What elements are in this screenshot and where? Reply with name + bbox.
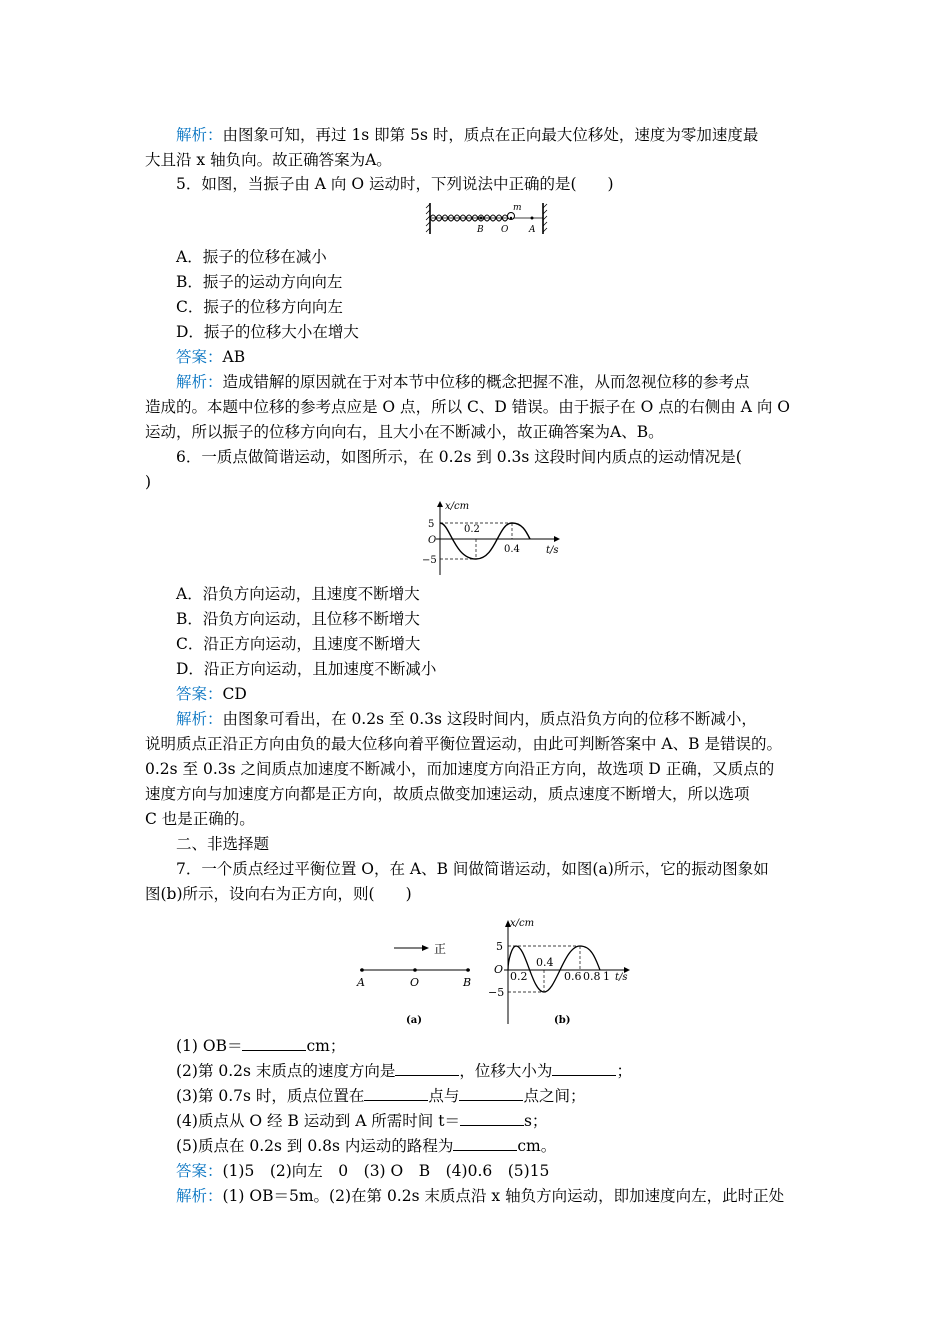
x-axis-label: t/s bbox=[546, 545, 559, 556]
answer-blank[interactable] bbox=[364, 1086, 428, 1101]
q5-option-b: B．振子的运动方向向左 bbox=[176, 273, 343, 291]
label-b: B bbox=[463, 976, 472, 989]
label-a: A bbox=[529, 225, 536, 235]
y-tick-pos: 5 bbox=[496, 940, 503, 953]
label-m: m bbox=[513, 203, 522, 213]
label-a: A bbox=[357, 976, 365, 989]
q7-sub-4: (4)质点从 O 经 B 运动到 A 所需时间 t＝ s； bbox=[176, 1112, 548, 1130]
answer-blank[interactable] bbox=[453, 1136, 517, 1151]
origin-label: O bbox=[428, 535, 437, 546]
y-axis-label: x/cm bbox=[445, 501, 470, 512]
q6-analysis-line-5: C 也是正确的。 bbox=[145, 810, 255, 828]
label-o: O bbox=[410, 976, 420, 989]
t-tick-06: 0.6 bbox=[564, 970, 582, 983]
q6-option-b: B．沿负方向运动，且位移不断增大 bbox=[176, 610, 420, 628]
answer-label: 答案： bbox=[176, 1162, 223, 1180]
q6-graph bbox=[418, 497, 568, 577]
y-axis-label: x/cm bbox=[510, 918, 535, 929]
origin-label: O bbox=[494, 963, 504, 976]
q7-stem-line-1: 7．一个质点经过平衡位置 O，在 A、B 间做简谐运动，如图(a)所示，它的振动图象如 bbox=[176, 860, 769, 878]
q6-stem-line-1: 6．一质点做简谐运动，如图所示，在 0.2s 到 0.3s 这段时间内质点的运动情况是( bbox=[176, 448, 742, 466]
t-tick-08: 0.8 bbox=[583, 970, 601, 983]
t-tick-02: 0.2 bbox=[510, 970, 528, 983]
t-tick-04: 0.4 bbox=[536, 956, 554, 969]
answer-label: 答案： bbox=[176, 348, 223, 366]
q7-sub-5: (5)质点在 0.2s 到 0.8s 内运动的路程为 cm。 bbox=[176, 1137, 557, 1155]
q5-analysis-line-3: 运动，所以振子的位移方向向右，且大小在不断减小，故正确答案为A、B。 bbox=[145, 423, 664, 441]
answer-blank[interactable] bbox=[460, 1111, 524, 1126]
q4-analysis-line-2: 大且沿 x 轴负向。故正确答案为A。 bbox=[145, 151, 392, 169]
q6-option-a: A．沿负方向运动，且速度不断增大 bbox=[176, 585, 420, 603]
q7-sub-3: (3)第 0.7s 时，质点位置在 点与 点之间； bbox=[176, 1087, 586, 1105]
analysis-label: 解析： bbox=[176, 710, 223, 728]
q6-analysis-line-2: 说明质点正沿正方向由负的最大位移向着平衡位置运动，由此可判断答案中 A、B 是错误的。 bbox=[145, 735, 782, 753]
label-b: B bbox=[477, 225, 484, 235]
answer-blank[interactable] bbox=[552, 1061, 616, 1076]
y-tick-pos: 5 bbox=[428, 519, 435, 530]
q5-analysis-line-2: 造成的。本题中位移的参考点应是 O 点，所以 C、D 错误。由于振子在 O 点的右侧由 A 向 O bbox=[145, 398, 790, 416]
q6-option-c: C．沿正方向运动，且速度不断增大 bbox=[176, 635, 421, 653]
caption-b: (b) bbox=[554, 1015, 571, 1026]
q7-analysis-line-1: 解析：(1) OB＝5m。(2)在第 0.2s 末质点沿 x 轴负方向运动，即加速度向左，此时正处 bbox=[176, 1187, 785, 1205]
q7-stem-line-2: 图(b)所示，设向右为正方向，则( ) bbox=[145, 885, 412, 903]
answer-blank[interactable] bbox=[395, 1061, 459, 1076]
t-tick-02: 0.2 bbox=[464, 524, 480, 535]
q5-option-d: D．振子的位移大小在增大 bbox=[176, 323, 359, 341]
y-tick-neg: −5 bbox=[488, 986, 505, 999]
q6-analysis-line-4: 速度方向与加速度方向都是正方向，故质点做变加速运动，质点速度不断增大，所以选项 bbox=[145, 785, 750, 803]
label-o: O bbox=[501, 225, 509, 235]
caption-a: (a) bbox=[406, 1015, 422, 1026]
q4-analysis-line-1: 解析：由图象可知，再过 1s 即第 5s 时，质点在正向最大位移处，速度为零加速度最 bbox=[176, 126, 759, 144]
q6-stem-line-2: ) bbox=[145, 473, 152, 491]
q5-spring-figure bbox=[425, 200, 555, 238]
answer-label: 答案： bbox=[176, 685, 223, 703]
answer-blank[interactable] bbox=[242, 1036, 306, 1051]
q7-answer: 答案：(1)5 (2)向左 0 (3) O B (4)0.6 (5)15 bbox=[176, 1162, 550, 1180]
q7-figure-a bbox=[350, 912, 480, 1030]
q6-option-d: D．沿正方向运动，且加速度不断减小 bbox=[176, 660, 437, 678]
section-heading: 二、非选择题 bbox=[176, 835, 270, 853]
answer-blank[interactable] bbox=[459, 1086, 523, 1101]
q5-analysis-line-1: 解析：造成错解的原因就在于对本节中位移的概念把握不准，从而忽视位移的参考点 bbox=[176, 373, 750, 391]
x-axis-label: t/s bbox=[615, 972, 628, 983]
y-tick-neg: −5 bbox=[422, 555, 437, 566]
t-tick-04: 0.4 bbox=[504, 544, 520, 555]
q7-figure-b bbox=[484, 912, 634, 1030]
analysis-label: 解析： bbox=[176, 126, 223, 144]
q6-analysis-line-3: 0.2s 至 0.3s 之间质点加速度不断减小，而加速度方向沿正方向，故选项 D 正确，又质点的 bbox=[145, 760, 775, 778]
t-tick-1: 1 bbox=[603, 970, 610, 983]
q5-option-c: C．振子的位移方向向左 bbox=[176, 298, 343, 316]
analysis-label: 解析： bbox=[176, 373, 223, 391]
analysis-label: 解析： bbox=[176, 1187, 223, 1205]
q7-sub-1: (1) OB＝ cm； bbox=[176, 1037, 346, 1055]
q5-option-a: A．振子的位移在减小 bbox=[176, 248, 327, 266]
q6-analysis-line-1: 解析：由图象可看出，在 0.2s 至 0.3s 这段时间内，质点沿负方向的位移不断减小， bbox=[176, 710, 757, 728]
q6-answer: 答案：CD bbox=[176, 685, 247, 703]
positive-direction-label: 正 bbox=[434, 942, 447, 956]
q5-answer: 答案：AB bbox=[176, 348, 246, 366]
q5-stem: 5．如图，当振子由 A 向 O 运动时，下列说法中正确的是( ) bbox=[176, 175, 614, 193]
q7-sub-2: (2)第 0.2s 末质点的速度方向是 ，位移大小为 ； bbox=[176, 1062, 632, 1080]
